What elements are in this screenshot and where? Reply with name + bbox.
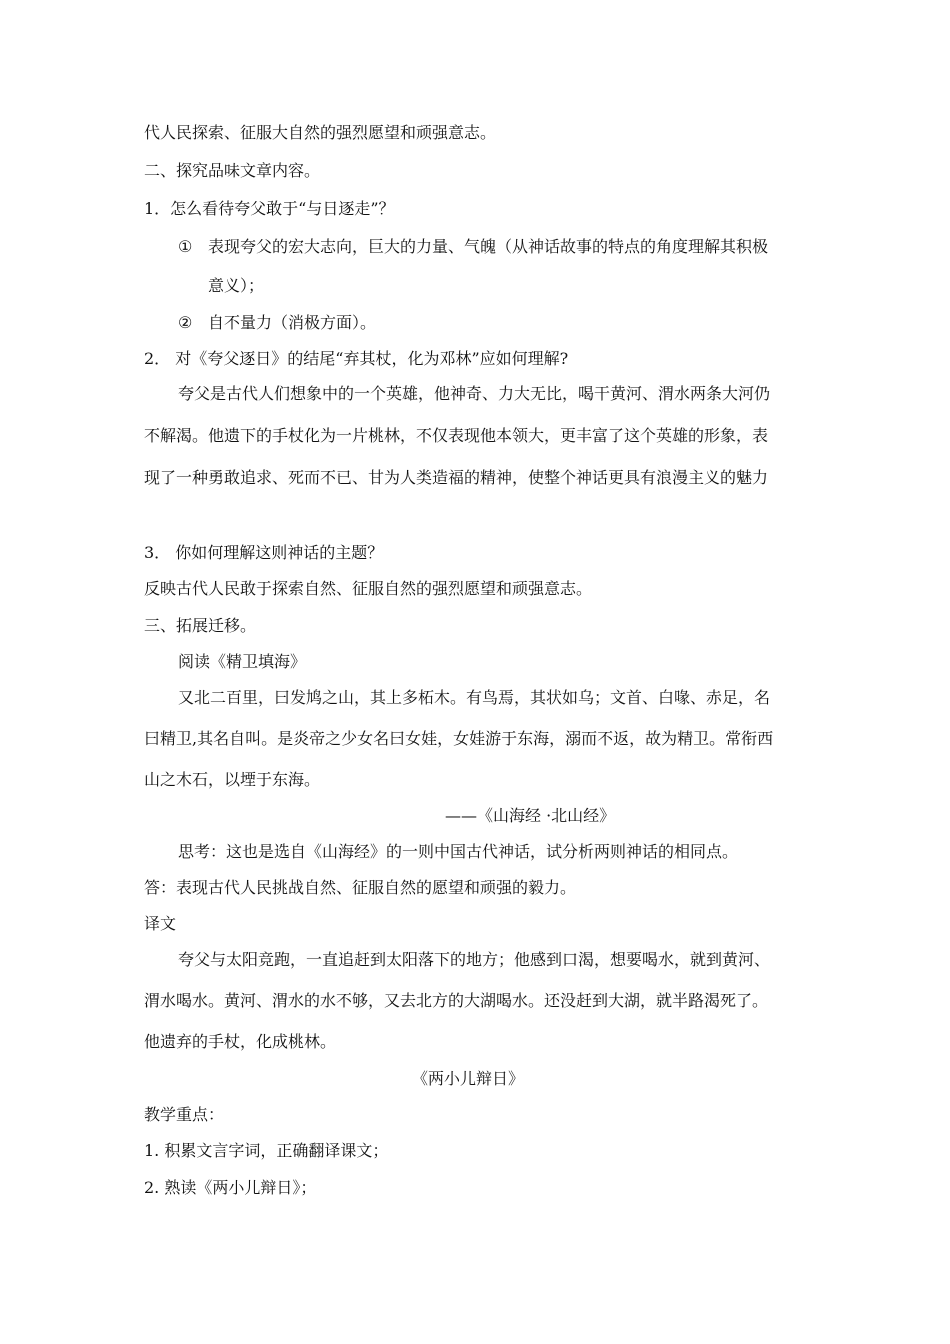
question-3: 3． 你如何理解这则神话的主题？ [144,543,384,562]
think-question: 思考：这也是选自《山海经》的一则中国古代神话，试分析两则神话的相同点。 [178,842,739,861]
section-heading-2: 二、探究品味文章内容。 [144,161,321,180]
answer-1-line-2: 意义）； [208,276,265,295]
reading-title: 阅读《精卫填海》 [178,652,307,671]
question-2-answer-line-1: 夸父是古代人们想象中的一个英雄，他神奇、力大无比，喝干黄河、渭水两条大河仍 [178,384,771,403]
answer-2: 自不量力（消极方面）。 [208,313,377,332]
question-1: 1．怎么看待夸父敢于“与日逐走”？ [144,199,395,218]
question-2: 2． 对《夸父逐日》的结尾“弃其杖，化为邓林”应如何理解? [144,349,569,368]
teaching-focus-item-1: 1. 积累文言字词，正确翻译课文； [144,1141,389,1160]
teaching-focus-item-2: 2. 熟读《两小儿辩日》； [144,1178,317,1197]
answer-1-line-1: 表现夸父的宏大志向，巨大的力量、气魄（从神话故事的特点的角度理解其积极 [208,237,769,256]
answer-marker-2: ② [178,313,193,332]
section-heading-3: 三、拓展迁移。 [144,616,257,635]
paragraph-tail: 代人民探索、征服大自然的强烈愿望和顽强意志。 [144,123,497,142]
question-3-answer: 反映古代人民敢于探索自然、征服自然的强烈愿望和顽强意志。 [144,579,593,598]
classical-text-line-2: 曰精卫,其名自叫。是炎帝之少女名曰女娃，女娃游于东海，溺而不返，故为精卫。常衔西 [144,729,774,748]
translation-label: 译文 [144,914,177,933]
classical-text-line-3: 山之木石，以堙于东海。 [144,770,321,789]
question-2-answer-line-3: 现了一种勇敢追求、死而不已、甘为人类造福的精神，使整个神话更具有浪漫主义的魅力 [144,468,769,487]
translation-line-1: 夸父与太阳竞跑，一直追赶到太阳落下的地方；他感到口渴，想要喝水，就到黄河、 [178,950,771,969]
classical-text-line-1: 又北二百里，曰发鸠之山，其上多柘木。有鸟焉，其状如乌；文首、白喙、赤足，名 [178,688,771,707]
lesson-title: 《两小儿辩日》 [412,1069,525,1088]
answer-marker-1: ① [178,237,193,256]
translation-line-2: 渭水喝水。黄河、渭水的水不够，又去北方的大湖喝水。还没赶到大湖，就半路渴死了。 [144,991,769,1010]
source-citation: ——《山海经 ·北山经》 [445,806,616,825]
teaching-focus-label: 教学重点： [144,1105,225,1124]
think-answer: 答：表现古代人民挑战自然、征服自然的愿望和顽强的毅力。 [144,878,577,897]
question-2-answer-line-2: 不解渴。他遗下的手杖化为一片桃林，不仅表现他本领大，更丰富了这个英雄的形象，表 [144,426,769,445]
translation-line-3: 他遗弃的手杖，化成桃林。 [144,1032,337,1051]
